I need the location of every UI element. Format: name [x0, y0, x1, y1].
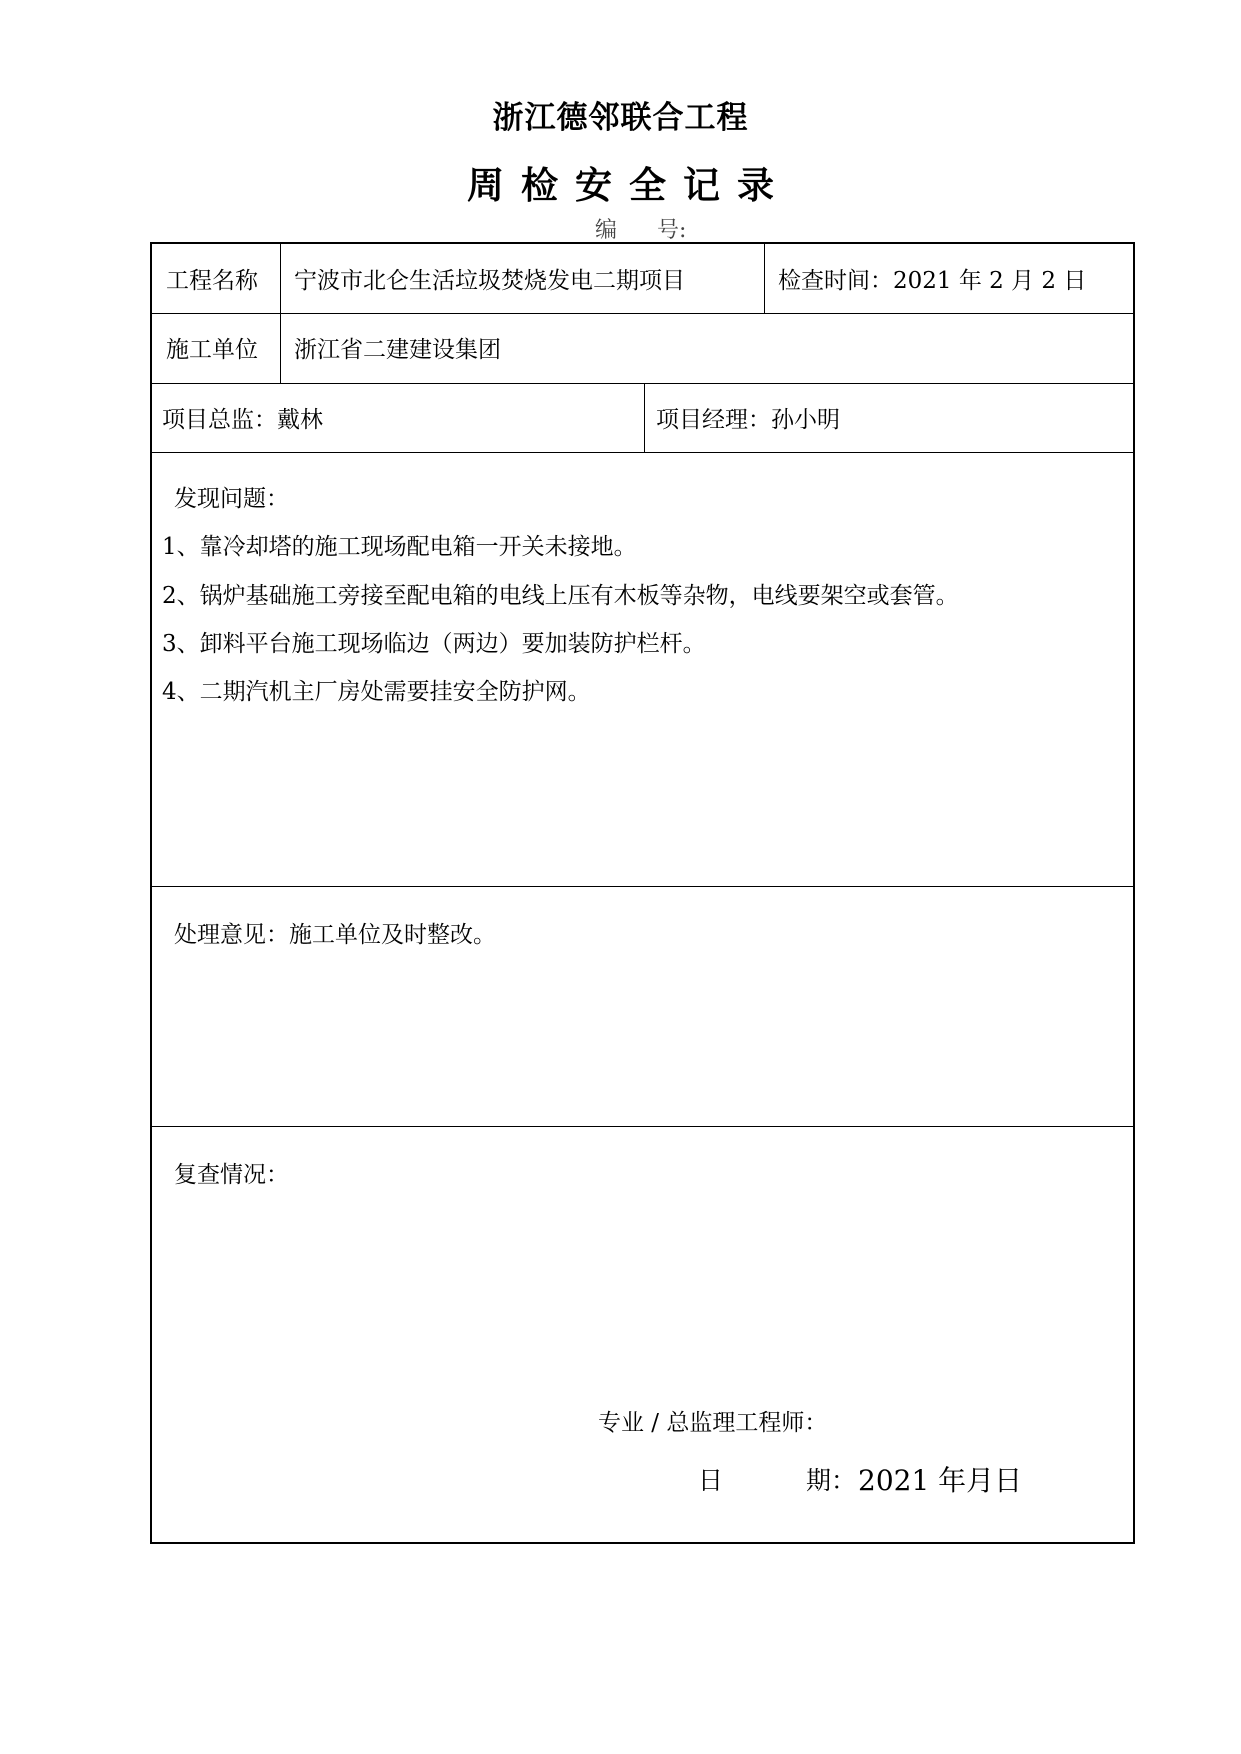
date-label-a: 日	[698, 1466, 724, 1495]
review-date-value: 2021 年月日	[858, 1464, 1023, 1497]
row-divider	[152, 1126, 1133, 1127]
col-divider	[644, 383, 645, 452]
contractor-value: 浙江省二建建设集团	[294, 337, 501, 363]
col-divider	[280, 244, 281, 383]
row-divider	[152, 313, 1133, 314]
org-title: 浙江德邻联合工程	[492, 100, 749, 136]
serial-label-b: 号:	[657, 218, 687, 243]
record-table	[150, 242, 1135, 1544]
supervisor-signature-label: 专业 / 总监理工程师：	[598, 1410, 828, 1436]
issue-item: 4、二期汽机主厂房处需要挂安全防护网。	[162, 679, 591, 705]
row-divider	[152, 452, 1133, 453]
doc-title: 周检安全记录	[467, 163, 791, 207]
project-name-label: 工程名称	[166, 268, 258, 294]
serial-label-a: 编	[595, 218, 618, 243]
issue-item: 1、靠冷却塔的施工现场配电箱一开关未接地。	[162, 534, 637, 560]
issues-label: 发现问题：	[174, 486, 289, 512]
review-label: 复查情况：	[174, 1162, 289, 1188]
issue-item: 3、卸料平台施工现场临边（两边）要加装防护栏杆。	[162, 631, 706, 657]
handling-opinion: 处理意见：施工单位及时整改。	[174, 922, 496, 948]
contractor-label: 施工单位	[166, 337, 258, 363]
project-name-value: 宁波市北仑生活垃圾焚烧发电二期项目	[294, 268, 685, 294]
check-time: 检查时间：2021 年 2 月 2 日	[778, 268, 1087, 294]
col-divider	[764, 244, 765, 313]
serial-number-label	[595, 213, 686, 244]
project-manager: 项目经理：孙小明	[656, 407, 840, 433]
row-divider	[152, 383, 1133, 384]
issue-item: 2、锅炉基础施工旁接至配电箱的电线上压有木板等杂物，电线要架空或套管。	[162, 583, 959, 609]
chief-supervisor: 项目总监：戴林	[162, 407, 323, 433]
row-divider	[152, 886, 1133, 887]
date-label-b: 期：	[806, 1466, 857, 1495]
